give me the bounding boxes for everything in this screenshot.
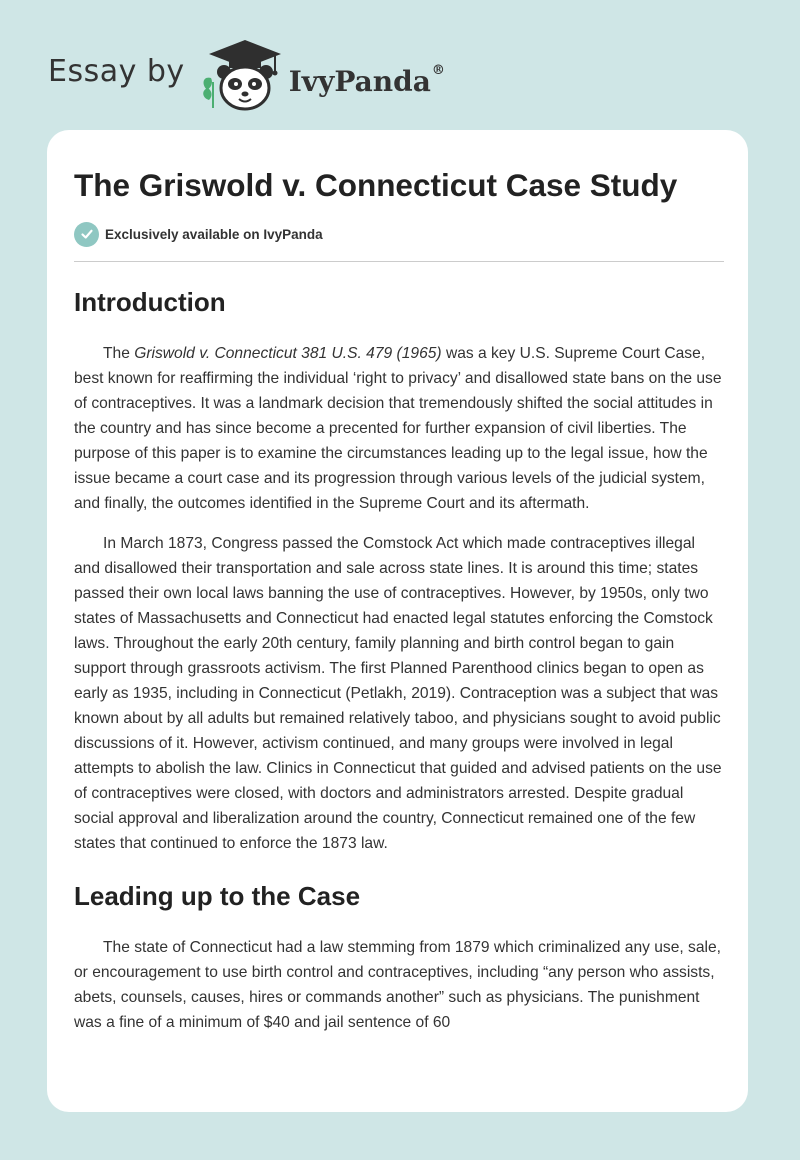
article-title: The Griswold v. Connecticut Case Study	[74, 167, 678, 203]
exclusive-badge	[74, 221, 724, 247]
registered-mark: ®	[431, 62, 445, 78]
paragraph-intro-1	[74, 341, 724, 516]
brand-text: IvyPanda	[288, 64, 431, 98]
case-citation: Griswold v. Connecticut 381 U.S. 479 (1965)	[134, 345, 442, 362]
brand-name	[288, 62, 445, 98]
site-header	[48, 36, 445, 116]
article-card	[47, 130, 748, 1112]
check-circle-icon	[74, 222, 99, 247]
paragraph-intro-2: In March 1873, Congress passed the Comstock Act which made contraceptives illegal and disallowed their transportation and sale across state lines. It is around this time; states passed their own local laws banning the use of contraceptives. However, by 1950s, only two states of Massachusetts and Connecticut had enacted legal statutes enforcing the Comstock laws. Throughout the early 20th century, family planning and birth control began to gain support through grassroots activism. The first Planned Parenthood clinics began to open as early as 1935, including in Connecticut (Petlakh, 2019). Contraception was a subject that was known about by all adults but remained relatively taboo, and physicians sought to avoid public discussions of it. However, activism continued, and many groups were involved in legal attempts to abolish the law. Clinics in Connecticut that guided and advised patients on the use of contraceptives were closed, with doctors and administrators arrested. Despite gradual social approval and liberalization around the country, Connecticut remained one of the few states that continued to enforce the 1873 law.	[74, 535, 722, 852]
essay-by-label: Essay by	[48, 53, 185, 89]
section-heading-introduction: Introduction	[74, 287, 226, 317]
exclusive-badge-label: Exclusively available on IvyPanda	[105, 226, 323, 242]
title-divider	[74, 261, 724, 262]
paragraph-rest-text: was a key U.S. Supreme Court Case, best known for reaffirming the individual ‘right to privacy’ and disallowed state bans on the use of contraceptives. It was a landmark decision that tremendously shifted the social attitudes in the country and has since become a precented for further expansion of civil liberties. The purpose of this paper is to examine the circumstances leading up to the legal issue, how the issue became a court case and its progression through various levels of the judicial system, and finally, the outcomes identified in the Supreme Court and its aftermath.	[74, 345, 722, 512]
section-heading-leading-up: Leading up to the Case	[74, 881, 361, 911]
paragraph-leading-1: The state of Connecticut had a law stemming from 1879 which criminalized any use, sale, or encouragement to use birth control and contraceptives, including “any person who assists, abets, counsels, causes, hires or commands another” such as physicians. The punishment was a fine of a minimum of $40 and jail sentence of 60	[74, 939, 721, 1031]
panda-graduate-icon	[199, 38, 287, 114]
paragraph-lead-text: The	[103, 345, 135, 362]
